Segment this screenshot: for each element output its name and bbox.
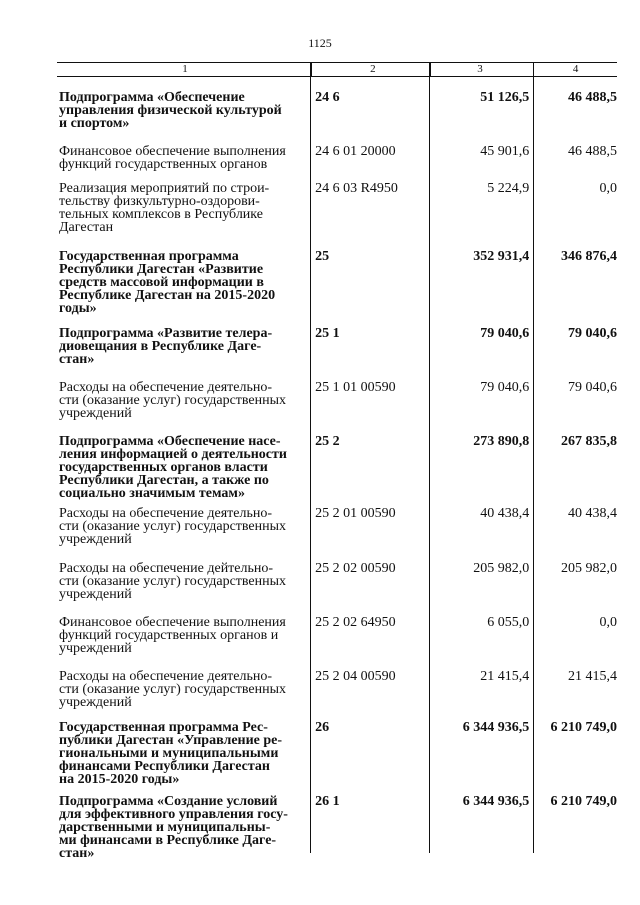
row-value-col4: 79 040,6 [568,380,617,395]
row-value-col4: 21 415,4 [568,669,617,684]
row-value-col4: 79 040,6 [568,326,617,341]
header-col-2: 2 [311,63,430,76]
row-value-col3: 21 415,4 [480,669,530,684]
row-name-cell: Расходы на обеспечение деятельно- сти (оказание услуг) государственных учреждений [59,669,287,710]
row-name-cell: Расходы на обеспечение деятельно- сти (оказание услуг) государственных учреждений [59,506,287,547]
row-value-col3: 5 224,9 [487,181,530,196]
header-col-1: 1 [182,63,188,75]
row-value-col4: 0,0 [599,615,617,630]
column-divider [429,63,430,853]
row-value-col4: 267 835,8 [561,434,617,449]
row-value-col4: 0,0 [599,181,617,196]
row-code-cell: 24 6 [315,90,340,105]
budget-table [57,62,617,861]
row-code-cell: 25 1 [315,326,340,341]
row-value-col3: 45 901,6 [480,144,530,159]
row-code-cell: 25 2 02 64950 [315,615,396,630]
row-value-col4: 205 982,0 [561,561,617,576]
row-code-cell: 25 2 04 00590 [315,669,396,684]
row-value-col3: 79 040,6 [480,326,530,341]
row-code-cell: 25 2 01 00590 [315,506,396,521]
row-name-cell: Финансовое обеспечение выполнения функций государственных органов и учреждений [59,615,286,656]
row-code-cell: 25 2 02 00590 [315,561,396,576]
row-code-cell: 25 [315,249,330,264]
row-value-col3: 79 040,6 [480,380,530,395]
row-code-cell: 24 6 01 20000 [315,144,396,159]
row-value-col3: 6 344 936,5 [462,720,530,735]
row-code-cell: 25 1 01 00590 [315,380,396,395]
row-name-cell: Государственная программа Рес- публики Дагестан «Управление ре- гиональными и муниципальными финансами Республики Дагестан на 2015-2020 годы» [59,720,283,787]
row-value-col4: 40 438,4 [568,506,617,521]
row-value-col3: 6 344 936,5 [462,794,530,809]
row-value-col3: 6 055,0 [487,615,530,630]
row-name-cell: Расходы на обеспечение деятельно- сти (оказание услуг) государственных учреждений [59,380,287,421]
row-name-cell: Подпрограмма «Развитие телера- диовещания в Республике Даге- стан» [59,326,273,367]
row-code-cell: 24 6 03 R4950 [315,181,398,196]
row-value-col3: 205 982,0 [473,561,530,576]
page-number: 1125 [308,36,332,50]
row-value-col4: 346 876,4 [561,249,617,264]
row-value-col3: 51 126,5 [480,90,530,105]
row-value-col4: 6 210 749,0 [550,720,617,735]
row-name-cell: Реализация мероприятий по строи- тельству физкультурно-оздорови- тельных комплексов в Республике Дагестан [59,181,270,235]
header-col-3: 3 [430,63,534,76]
row-code-cell: 25 2 [315,434,340,449]
row-name-cell: Финансовое обеспечение выполнения функций государственных органов [59,144,286,172]
row-name-cell: Подпрограмма «Обеспечение насе- ления информацией о деятельности государственных органов власти Республики Дагестан, а также по социально значимым темам» [59,434,287,501]
row-value-col4: 46 488,5 [568,90,617,105]
row-value-col4: 46 488,5 [568,144,617,159]
row-name-cell: Подпрограмма «Создание условий для эффективного управления госу- дарственными и муниципальны- ми финансами в Республике Даге- стан» [59,794,288,861]
row-value-col4: 6 210 749,0 [550,794,617,809]
row-name-cell: Расходы на обеспечение дейтельно- сти (оказание услуг) государственных учреждений [59,561,287,602]
row-code-cell: 26 [315,720,330,735]
column-divider [533,63,534,853]
row-value-col3: 352 931,4 [473,249,530,264]
row-code-cell: 26 1 [315,794,340,809]
row-value-col3: 40 438,4 [480,506,530,521]
row-name-cell: Подпрограмма «Обеспечение управления физической культурой и спортом» [59,90,282,131]
row-value-col3: 273 890,8 [473,434,530,449]
row-name-cell: Государственная программа Республики Дагестан «Развитие средств массовой информации в Республике Дагестан на 2015-2020 годы» [59,249,276,316]
column-divider [310,63,311,853]
header-col-4: 4 [533,63,617,76]
